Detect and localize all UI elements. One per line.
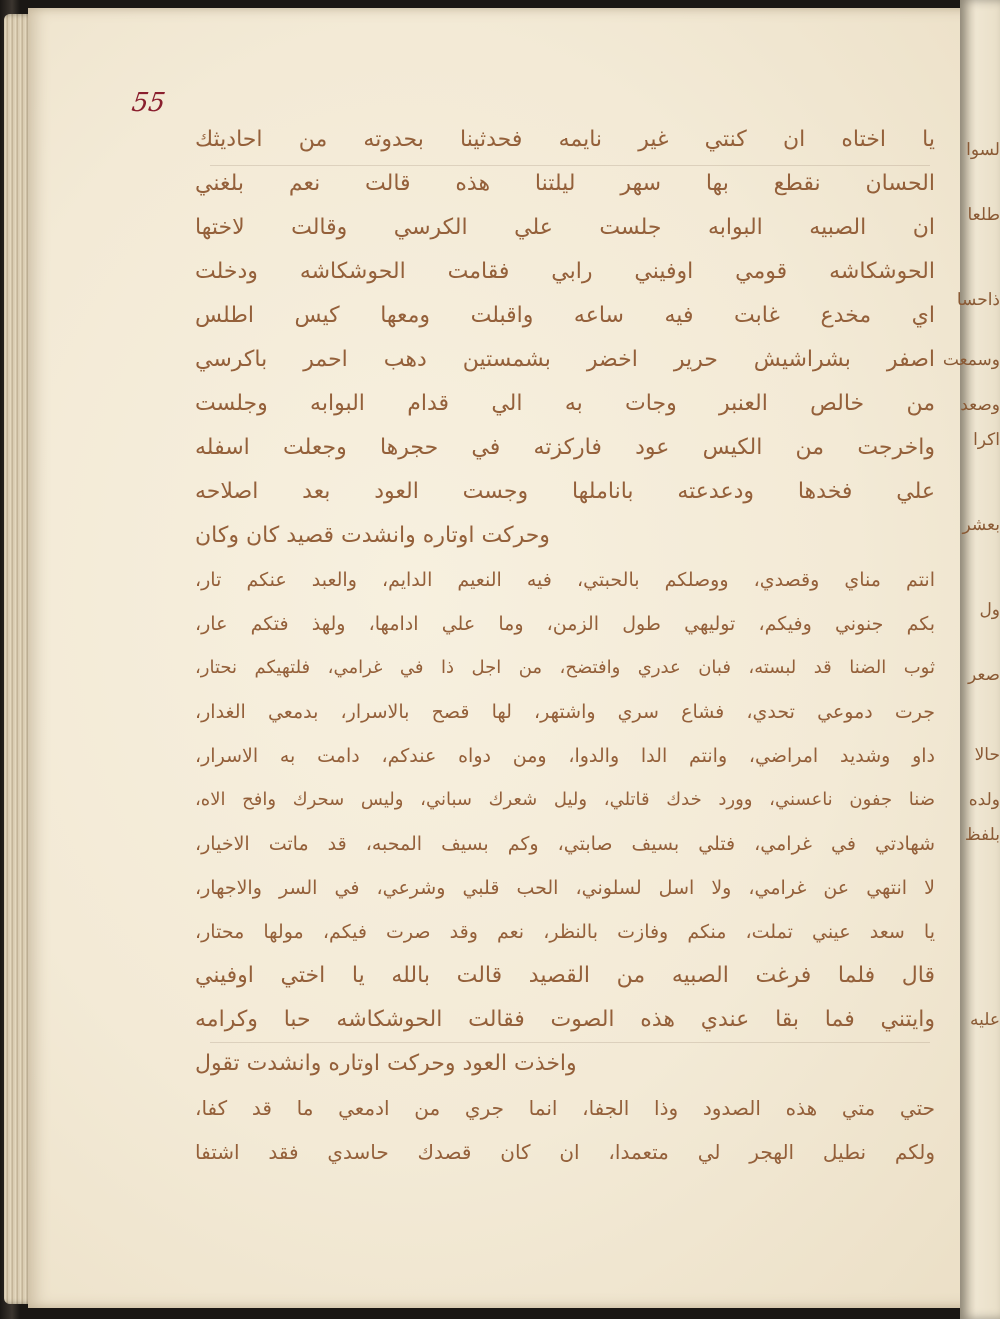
facing-page-text: وصعد xyxy=(960,395,1000,415)
facing-page-text: بلفظ xyxy=(964,825,1000,845)
facing-page-text: وسمعت xyxy=(942,350,1000,370)
text-line: علي فخدها ودعدعته باناملها وجست العود بعد اصلاحه xyxy=(195,479,935,504)
facing-page-text: صعر xyxy=(967,665,1000,685)
poem-line: جرت دموعي تحدي، فشاع سري واشتهر، لها قصح بالاسرار، بدمعي الغدار، xyxy=(195,701,935,723)
facing-page-text: لسوا xyxy=(966,140,1000,160)
facing-page-text: ول xyxy=(979,600,1000,620)
facing-page-text: ولده xyxy=(968,790,1000,810)
poem-line: ثوب الضنا قد لبسته، فبان عدري وافتضح، من اجل ذا في غرامي، فلتهيكم نحتار، xyxy=(195,657,935,678)
text-line: واخذت العود وحركت اوتاره وانشدت تقول xyxy=(195,1051,577,1076)
text-line: من خالص العنبر وجات به الي قدام البوابه وجلست xyxy=(195,391,935,416)
text-line: اصفر بشراشيش حرير اخضر بشمستين دهب احمر باكرسي xyxy=(195,347,935,372)
facing-page-text: ذاحسا xyxy=(956,290,1000,310)
poem-line: شهادتي في غرامي، فتلي بسيف صابتي، وكم بسيف المحبه، قد ماتت الاخيار، xyxy=(195,833,935,855)
text-line: وحركت اوتاره وانشدت قصيد كان وكان xyxy=(195,523,550,548)
facing-page-text: اكرا xyxy=(973,430,1000,450)
text-line: ان الصبيه البوابه جلست علي الكرسي وقالت لاختها xyxy=(195,215,935,240)
poem-line: بكم جنوني وفيكم، توليهي طول الزمن، وما علي ادامها، ولهذ فتكم عار، xyxy=(195,613,935,635)
poem-line: حتي متي هذه الصدود وذا الجفا، انما جري من ادمعي ما قد كفا، xyxy=(195,1096,935,1120)
text-line: الحوشكاشه قومي اوفيني رابي فقامت الحوشكاشه ودخلت xyxy=(195,259,935,284)
text-line: اي مخدع غابت فيه ساعه واقبلت ومعها كيس اطلس xyxy=(195,303,935,328)
facing-page-text: بعشر xyxy=(962,515,1000,535)
poem-line: ضنا جفون ناعسني، وورد خدك قاتلي، وليل شعرك سباني، وليس سحرك وافح الاه، xyxy=(195,789,935,810)
poem-line: يا سعد عيني تملت، منكم وفازت بالنظر، نعم وقد صرت فيكم، مولها محتار، xyxy=(195,921,935,943)
poem-line: ولكم نطيل الهجر لي متعمدا، ان كان قصدك حاسدي فقد اشتفا xyxy=(195,1140,935,1164)
facing-page-text: عليه xyxy=(969,1010,1000,1030)
text-line: يا اختاه ان كنتي غير نايمه فحدثينا بحدوته من احاديثك xyxy=(195,127,935,152)
poem-line: لا انتهي عن غرامي، ولا اسل لسلوني، الحب قلبي وشرعي، في السر والاجهار، xyxy=(195,877,935,899)
facing-page-text: حالا xyxy=(974,745,1000,765)
facing-page-text: طلعا xyxy=(967,205,1000,225)
text-line: واخرجت من الكيس عود فاركزته في حجرها وجعلت اسفله xyxy=(195,435,935,460)
folio-number: 55 xyxy=(129,88,168,118)
manuscript-text xyxy=(195,118,935,1174)
text-line: الحسان نقطع بها سهر ليلتنا هذه قالت نعم بلغني xyxy=(195,171,935,196)
text-line: وايتني فما بقا عندي هذه الصوت فقالت الحوشكاشه حبا وكرامه xyxy=(195,1007,935,1032)
poem-line: داو وشديد امراضي، وانتم الدا والدوا، ومن دواه عندكم، دامت به الاسرار، xyxy=(195,745,935,767)
poem-line: انتم مناي وقصدي، ووصلكم بالحبتي، فيه النعيم الدايم، والعبد عنكم تار، xyxy=(195,569,935,591)
facing-page-edge xyxy=(942,0,1000,1319)
text-line: قال فلما فرغت الصبيه من القصيد قالت بالله يا اختي اوفيني xyxy=(195,963,935,988)
